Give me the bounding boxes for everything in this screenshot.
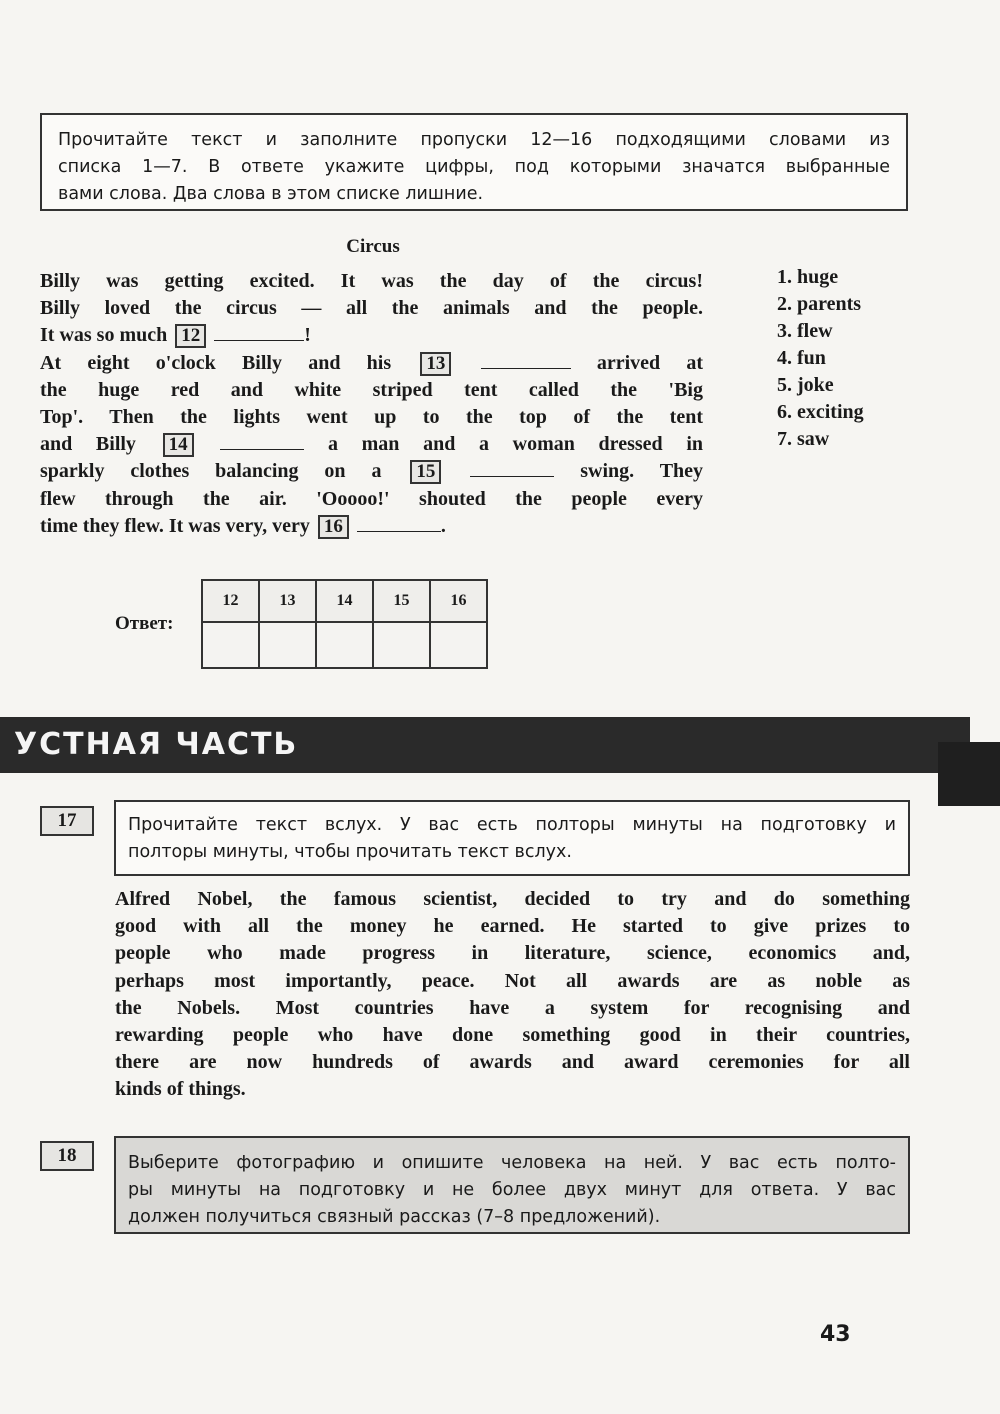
- passage-line: time they flew. It was very, very 16 .: [40, 514, 446, 537]
- instruction-line: списка 1—7. В ответе укажите цифры, под которыми значатся выбранные: [58, 157, 890, 177]
- circus-passage: [40, 268, 703, 540]
- answer-cell[interactable]: [316, 622, 373, 668]
- answer-cell[interactable]: [259, 622, 316, 668]
- passage-line: It was so much 12 !: [40, 324, 311, 347]
- word-list: [777, 264, 937, 453]
- gap-blank: [214, 324, 304, 341]
- gap-blank: [481, 352, 571, 369]
- gap-blank: [357, 515, 441, 532]
- gap-blank: [470, 460, 554, 477]
- passage-line: kinds of things.: [115, 1078, 246, 1101]
- answer-column-header: 12: [202, 580, 259, 622]
- gap-number-16: 16: [318, 515, 349, 539]
- passage-line: there are now hundreds of awards and award ceremonies for all: [115, 1051, 910, 1074]
- instruction-line: Выберите фотографию и опишите человека на ней. У вас есть полто-: [128, 1153, 896, 1173]
- gap-number-14: 14: [163, 433, 194, 457]
- instruction-line: Прочитайте текст и заполните пропуски 12—16 подходящими словами из: [58, 130, 890, 150]
- passage-line: perhaps most importantly, peace. Not all awards are as noble as: [115, 969, 910, 992]
- page-number: 43: [820, 1322, 851, 1347]
- instruction-line: вами слова. Два слова в этом списке лишние.: [58, 184, 484, 204]
- answer-cell[interactable]: [430, 622, 487, 668]
- word-list-item: 2. parents: [777, 293, 862, 315]
- word-list-item: 5. joke: [777, 374, 834, 396]
- answer-label: Ответ:: [115, 613, 174, 634]
- passage-line: the Nobels. Most countries have a system for recognising and: [115, 996, 910, 1019]
- passage-line: Billy loved the circus — all the animals and the people.: [40, 297, 703, 320]
- answer-column-header: 15: [373, 580, 430, 622]
- instruction-line: ры минуты на подготовку и не более двух минут для ответа. У вас: [128, 1180, 896, 1200]
- passage-line: and Billy 14 a man and a woman dressed in: [40, 433, 703, 456]
- banner-side-tab: [938, 742, 1000, 806]
- instruction-box-12-16: [40, 113, 908, 211]
- task-number-17: 17: [40, 806, 94, 836]
- instruction-line: полторы минуты, чтобы прочитать текст вслух.: [128, 842, 572, 862]
- answer-cell[interactable]: [202, 622, 259, 668]
- passage-line: Alfred Nobel, the famous scientist, decided to try and do something: [115, 888, 910, 910]
- instruction-box-17: [114, 800, 910, 876]
- passage-line: At eight o'clock Billy and his 13 arrived at: [40, 351, 704, 374]
- answer-table: [201, 579, 488, 669]
- passage-line: the huge red and white striped tent called the 'Big: [40, 378, 703, 401]
- word-list-item: 6. exciting: [777, 401, 864, 423]
- passage-line: people who made progress in literature, science, economics and,: [115, 942, 910, 965]
- task-number-18: 18: [40, 1141, 94, 1171]
- text-title: Circus: [346, 236, 400, 257]
- instruction-line: должен получиться связный рассказ (7–8 предложений).: [128, 1207, 661, 1227]
- word-list-item: 7. saw: [777, 428, 830, 450]
- passage-line: rewarding people who have done something good in their countries,: [115, 1024, 910, 1047]
- gap-number-13: 13: [420, 352, 451, 376]
- passage-line: sparkly clothes balancing on a 15 swing. They: [40, 460, 704, 483]
- gap-number-15: 15: [410, 460, 441, 484]
- instruction-box-18: [114, 1136, 910, 1234]
- gap-blank: [220, 433, 304, 450]
- answer-column-header: 14: [316, 580, 373, 622]
- nobel-passage: [115, 886, 910, 1104]
- answer-cell[interactable]: [373, 622, 430, 668]
- gap-number-12: 12: [175, 324, 206, 348]
- answer-column-header: 13: [259, 580, 316, 622]
- instruction-line: Прочитайте текст вслух. У вас есть полторы минуты на подготовку и: [128, 815, 896, 835]
- section-title: УСТНАЯ ЧАСТЬ: [14, 727, 299, 762]
- passage-line: flew through the air. 'Ooooo!' shouted the people every: [40, 487, 703, 510]
- word-list-item: 1. huge: [777, 266, 839, 288]
- passage-line: Billy was getting excited. It was the day of the circus!: [40, 270, 703, 292]
- word-list-item: 4. fun: [777, 347, 826, 369]
- passage-line: good with all the money he earned. He started to give prizes to: [115, 915, 910, 938]
- answer-column-header: 16: [430, 580, 487, 622]
- passage-line: Top'. Then the lights went up to the top of the tent: [40, 406, 703, 429]
- word-list-item: 3. flew: [777, 320, 833, 342]
